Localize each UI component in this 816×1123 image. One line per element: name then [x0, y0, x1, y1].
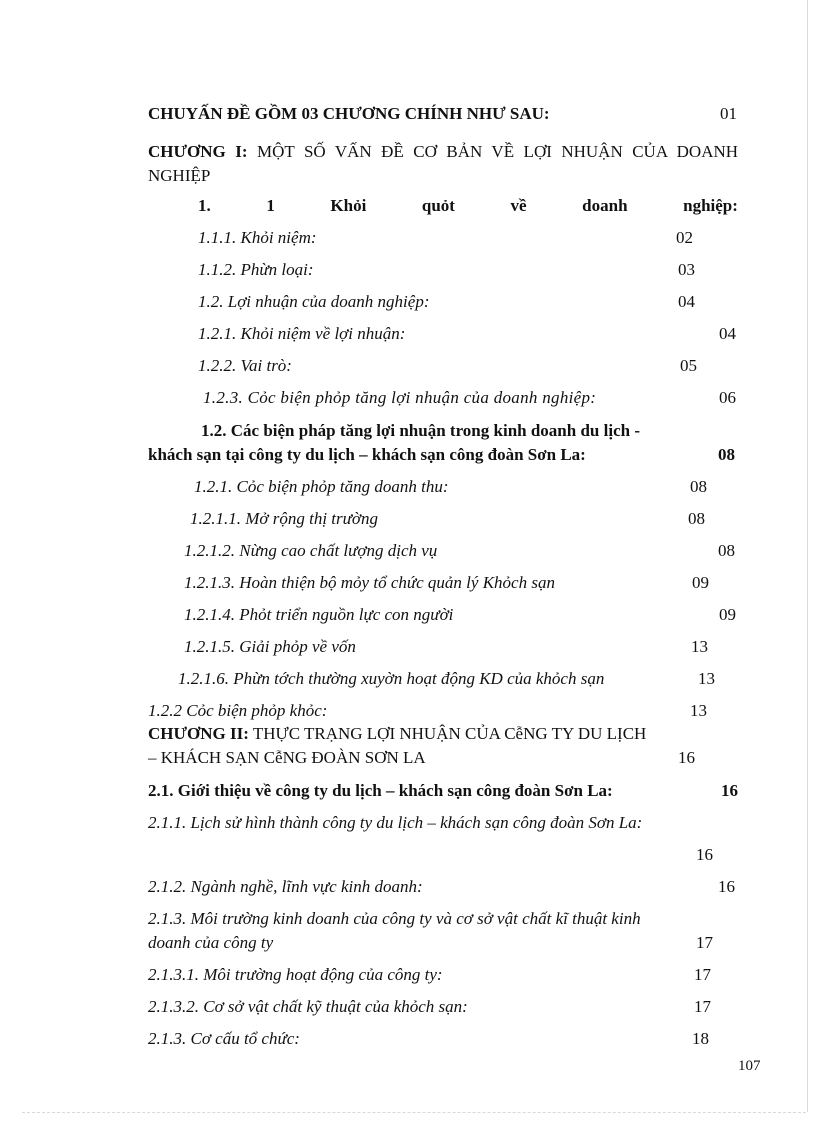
toc-page: 09: [719, 605, 736, 624]
page-number: 107: [738, 1058, 761, 1074]
toc-entry: 1.2. Lợi nhuận của doanh nghiệp:: [198, 292, 430, 311]
toc-entry: 1.2.2. Vai trò:: [198, 356, 292, 375]
toc-page: 08: [718, 541, 735, 560]
toc-header: [148, 104, 550, 124]
word: nghiệp:: [683, 196, 738, 215]
toc-page: 03: [678, 260, 695, 279]
toc-entry: 1.2.1.6. Phừn tớch thường xuyờn hoạt động KD của khỏch sạn: [178, 669, 605, 688]
toc-entry: 1.2.1.2. Nừng cao chất lượng dịch vụ: [184, 541, 438, 560]
chapter-2-title-1: THỰC TRẠNG LỢI NHUẬN CỦA CễNG TY DU LỊCH: [252, 724, 647, 743]
toc-entry: 2.1.2. Ngành nghề, lĩnh vực kinh doanh:: [148, 877, 423, 896]
toc-entry: 1.2.1.1. Mở rộng thị trường: [190, 509, 378, 528]
word: quỏt: [421, 196, 455, 215]
toc-page: 17: [694, 965, 711, 984]
toc-page: 17: [696, 933, 713, 952]
toc-entry: 1.1.2. Phừn loại:: [198, 260, 314, 279]
page-right-border: [807, 0, 808, 1112]
toc-page: 16: [718, 877, 735, 896]
toc-entry: 1.2.1. Cỏc biện phỏp tăng doanh thu:: [194, 477, 449, 496]
toc-header-page: 01: [720, 104, 737, 123]
toc-page: 06: [719, 388, 736, 407]
toc-entry: 2.1.3.2. Cơ sở vật chất kỹ thuật của khỏch sạn:: [148, 997, 468, 1016]
toc-page: 13: [698, 669, 715, 688]
chapter-2-heading-line2: – KHÁCH SẠN CễNG ĐOÀN SƠN LA: [148, 748, 426, 767]
toc-entry: 1.2.2 Cỏc biện phỏp khỏc:: [148, 701, 328, 720]
toc-entry-1-1: [198, 196, 738, 216]
toc-entry: 1.2.1.4. Phỏt triển nguồn lực con người: [184, 605, 454, 624]
toc-entry: 1.2.1. Khỏi niệm về lợi nhuận:: [198, 324, 406, 343]
word: Khỏi: [330, 196, 367, 215]
toc-entry: 1.2.3. Cỏc biện phỏp tăng lợi nhuận của doanh nghiệp:: [203, 388, 597, 407]
toc-entry: doanh của công ty: [148, 933, 274, 952]
toc-page: 16: [696, 845, 713, 864]
toc-page: 16: [721, 781, 738, 800]
toc-page: 08: [718, 445, 735, 464]
toc-page: 13: [691, 637, 708, 656]
chapter-1-title: MỘT SỐ VẤN ĐỀ CƠ BẢN VỀ LỢI NHUẬN CỦA DOANH NGHIỆP: [148, 142, 739, 185]
toc-entry-1-2-line1: 1.2. Các biện pháp tăng lợi nhuận trong kinh doanh du lịch -: [201, 421, 640, 440]
toc-page: 18: [692, 1029, 709, 1048]
chapter-1-label: CHƯƠNG I:: [148, 142, 248, 161]
toc-page: 04: [719, 324, 736, 343]
toc-page: 05: [680, 356, 697, 375]
toc-page: 02: [676, 228, 693, 247]
toc-page: 17: [694, 997, 711, 1016]
toc-entry: 2.1.3. Cơ cấu tổ chức:: [148, 1029, 300, 1048]
word: 1.: [198, 196, 211, 215]
toc-page: 09: [692, 573, 709, 592]
toc-entry: 1.2.1.3. Hoàn thiện bộ mỏy tổ chức quản lý Khỏch sạn: [184, 573, 555, 592]
toc-page: 08: [688, 509, 705, 528]
toc-page: 04: [678, 292, 695, 311]
toc-entry: 1.2.1.5. Giải phỏp về vốn: [184, 637, 356, 656]
word: 1: [266, 196, 275, 215]
toc-entry: 2.1.3. Môi trường kinh doanh của công ty và cơ sở vật chất kĩ thuật kinh: [148, 909, 641, 928]
toc-entry-2-1-text: 2.1. Giới thiệu về công ty du lịch – khách sạn công đoàn Sơn La:: [148, 781, 613, 800]
toc-entry: 2.1.1. Lịch sử hình thành công ty du lịch – khách sạn công đoàn Sơn La:: [148, 813, 643, 832]
chapter-1-heading: [148, 140, 738, 188]
page-bottom-border: [22, 1112, 806, 1113]
toc-page: 08: [690, 477, 707, 496]
toc-page: 13: [690, 701, 707, 720]
chapter-2-label: CHƯƠNG II:: [148, 724, 249, 743]
toc-entry-2-1: [148, 781, 738, 801]
toc-entry: 2.1.3.1. Môi trường hoạt động của công ty:: [148, 965, 443, 984]
word: về: [510, 196, 527, 215]
toc-entry: 1.1.1. Khỏi niệm:: [198, 228, 317, 247]
toc-entry-1-2-line2: khách sạn tại công ty du lịch – khách sạn công đoàn Sơn La:: [148, 445, 586, 464]
chapter-2-heading-line1: [148, 724, 646, 744]
toc-header-text: CHUYẤN ĐỀ GỒM 03 CHƯƠNG CHÍNH NHƯ SAU:: [148, 104, 550, 123]
word: doanh: [582, 196, 628, 215]
toc-page: 16: [678, 748, 695, 767]
